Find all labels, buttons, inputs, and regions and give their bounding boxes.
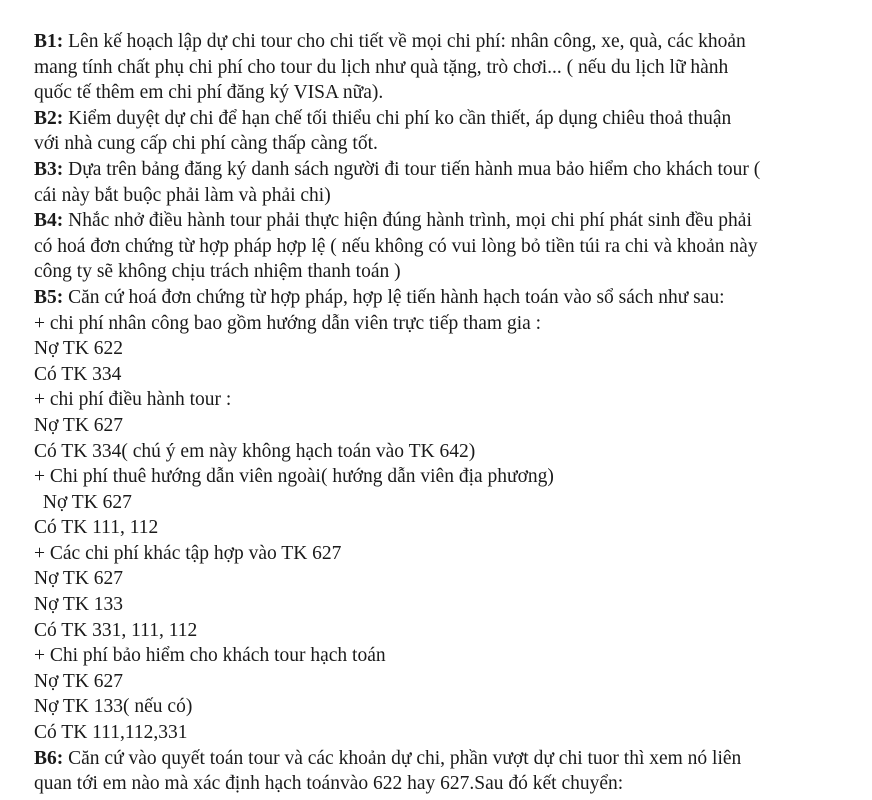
line-text: Có TK 334( chú ý em này không hạch toán vào TK 642) <box>34 440 476 462</box>
line-text: quốc tế thêm em chi phí đăng ký VISA nữa). <box>34 82 384 104</box>
text-line <box>34 720 860 746</box>
line-text: Có TK 331, 111, 112 <box>34 619 198 641</box>
line-text: mang tính chất phụ chi phí cho tour du lịch như quà tặng, trò chơi... ( nếu du lịch lữ hành <box>34 56 729 78</box>
text-line <box>34 387 860 413</box>
text-line <box>34 464 860 490</box>
text-line <box>34 694 860 720</box>
line-text: Có TK 111, 112 <box>34 517 159 539</box>
line-text: Có TK 334 <box>34 363 122 385</box>
line-text: có hoá đơn chứng từ hợp pháp hợp lệ ( nếu không có vui lòng bỏ tiền túi ra chi và khoản này <box>34 235 758 257</box>
text-line <box>34 131 860 157</box>
step-label: B4: <box>34 210 64 232</box>
text-line <box>34 259 860 285</box>
text-line <box>34 80 860 106</box>
line-text: + Chi phí thuê hướng dẫn viên ngoài( hướng dẫn viên địa phương) <box>34 466 554 488</box>
text-line <box>34 439 860 465</box>
step-label: B6: <box>34 747 64 769</box>
line-text: Nợ TK 627 <box>38 491 132 513</box>
text-line <box>34 771 860 797</box>
text-line <box>34 29 860 55</box>
step-label: B5: <box>34 286 64 308</box>
line-text: cái này bắt buộc phải làm và phải chi) <box>34 184 331 206</box>
text-line <box>34 55 860 81</box>
line-text: Căn cứ vào quyết toán tour và các khoản dự chi, phần vượt dự chi tuor thì xem nó liên <box>63 747 742 769</box>
line-text: công ty sẽ không chịu trách nhiệm thanh toán ) <box>34 261 401 283</box>
line-text: Nợ TK 627 <box>34 670 124 692</box>
text-line <box>34 566 860 592</box>
line-text: Nợ TK 622 <box>34 338 124 360</box>
text-line <box>34 362 860 388</box>
text-line <box>34 618 860 644</box>
text-line <box>34 541 860 567</box>
line-text: Có TK 111,112,331 <box>34 722 188 744</box>
text-line <box>34 592 860 618</box>
text-line <box>34 106 860 132</box>
text-line <box>34 157 860 183</box>
text-line <box>34 643 860 669</box>
text-line <box>34 746 860 772</box>
line-text: Nợ TK 133 <box>34 594 124 616</box>
text-line <box>34 183 860 209</box>
line-text: + Chi phí bảo hiểm cho khách tour hạch toán <box>34 645 386 667</box>
line-text: với nhà cung cấp chi phí càng thấp càng tốt. <box>34 133 378 155</box>
line-text: + chi phí nhân công bao gồm hướng dẫn viên trực tiếp tham gia : <box>34 312 542 334</box>
line-text: + chi phí điều hành tour : <box>34 389 232 411</box>
line-text: + Các chi phí khác tập hợp vào TK 627 <box>34 542 342 564</box>
text-line <box>34 669 860 695</box>
text-line <box>34 413 860 439</box>
line-text: quan tới em nào mà xác định hạch toánvào 622 hay 627.Sau đó kết chuyển: <box>34 773 624 795</box>
text-line <box>34 285 860 311</box>
step-label: B3: <box>34 158 64 180</box>
text-line <box>34 515 860 541</box>
line-text: Lên kế hoạch lập dự chi tour cho chi tiết về mọi chi phí: nhân công, xe, quà, các khoản <box>63 31 746 52</box>
text-line <box>34 490 860 516</box>
line-text: Nhắc nhở điều hành tour phải thực hiện đúng hành trình, mọi chi phí phát sinh đều phải <box>63 210 752 232</box>
text-line <box>34 336 860 362</box>
text-line <box>34 311 860 337</box>
line-text: Nợ TK 627 <box>34 568 124 590</box>
line-text: Căn cứ hoá đơn chứng từ hợp pháp, hợp lệ tiến hành hạch toán vào sổ sách như sau: <box>63 286 725 308</box>
line-text: Dựa trên bảng đăng ký danh sách người đi tour tiến hành mua bảo hiểm cho khách tour ( <box>63 158 761 180</box>
text-line <box>34 208 860 234</box>
step-label: B2: <box>34 107 64 129</box>
line-text: Kiểm duyệt dự chi để hạn chế tối thiểu chi phí ko cần thiết, áp dụng chiêu thoả thuận <box>63 107 732 129</box>
line-text: Nợ TK 627 <box>34 414 124 436</box>
line-text: Nợ TK 133( nếu có) <box>34 696 193 718</box>
step-label: B1: <box>34 31 64 52</box>
text-line <box>34 234 860 260</box>
